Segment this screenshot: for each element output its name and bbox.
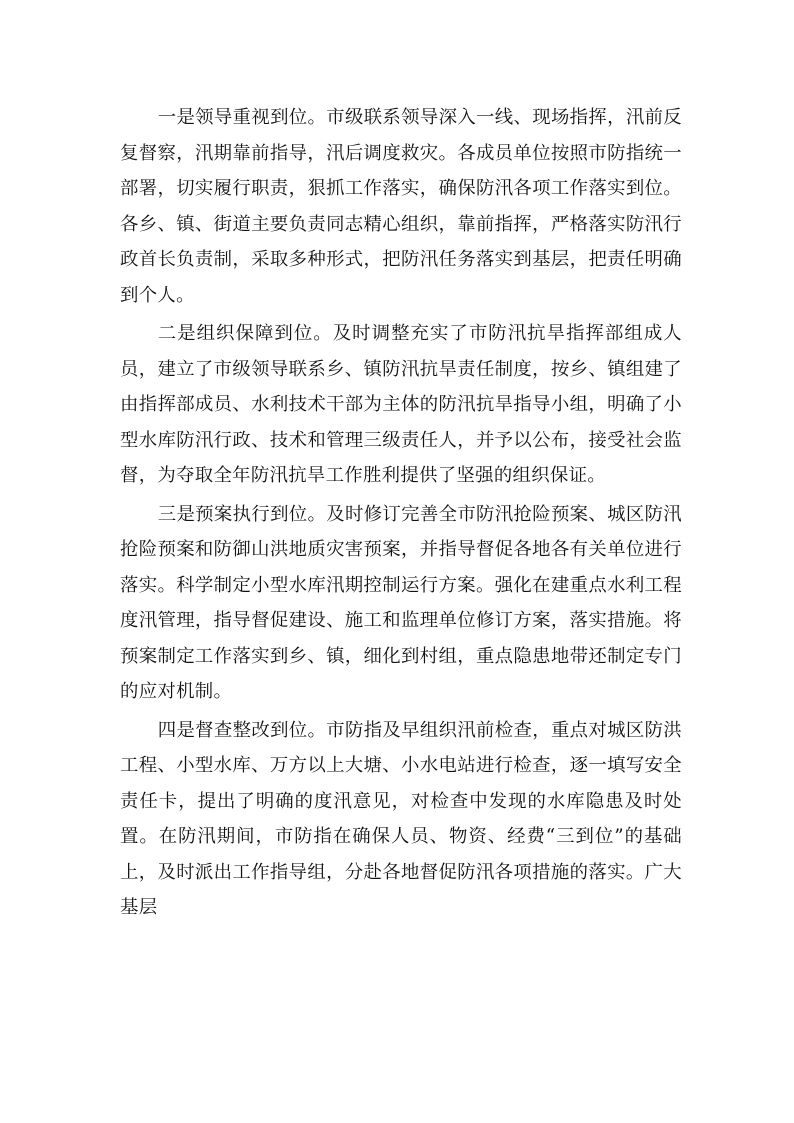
paragraph-organization: 二是组织保障到位。及时调整充实了市防汛抗旱指挥部组成人员，建立了市级领导联系乡、镇防汛抗旱责任制度，按乡、镇组建了由指挥部成员、水利技术干部为主体的防汛抗旱指导小组，明确了小型水库防汛行政、技术和管理三级责任人，并予以公布，接受社会监督，为夺取全年防汛抗旱工作胜利提供了坚强的组织保证。 <box>120 323 682 486</box>
paragraph-plan-execution: 三是预案执行到位。及时修订完善全市防汛抢险预案、城区防汛抢险预案和防御山洪地质灾害预案，并指导督促各地各有关单位进行落实。科学制定小型水库汛期控制运行方案。强化在建重点水利工程度汛管理，指导督促建设、施工和监理单位修订方案，落实措施。将预案制定工作落实到乡、镇，细化到村组，重点隐患地带还制定专门的应对机制。 <box>120 503 682 702</box>
document-page <box>120 100 682 929</box>
paragraph-leadership: 一是领导重视到位。市级联系领导深入一线、现场指挥，汛前反复督察，汛期靠前指导，汛后调度救灾。各成员单位按照市防指统一部署，切实履行职责，狠抓工作落实，确保防汛各项工作落实到位。各乡、镇、街道主要负责同志精心组织，靠前指挥，严格落实防汛行政首长负责制，采取多种形式，把防汛任务落实到基层，把责任明确到个人。 <box>120 107 682 306</box>
paragraph-supervision: 四是督查整改到位。市防指及早组织汛前检查，重点对城区防洪工程、小型水库、万方以上大塘、小水电站进行检查，逐一填写安全责任卡，提出了明确的度汛意见，对检查中发现的水库隐患及时处置。在防汛期间，市防指在确保人员、物资、经费“三到位”的基础上，及时派出工作指导组，分赴各地督促防汛各项措施的落实。广大基层 <box>120 719 682 918</box>
